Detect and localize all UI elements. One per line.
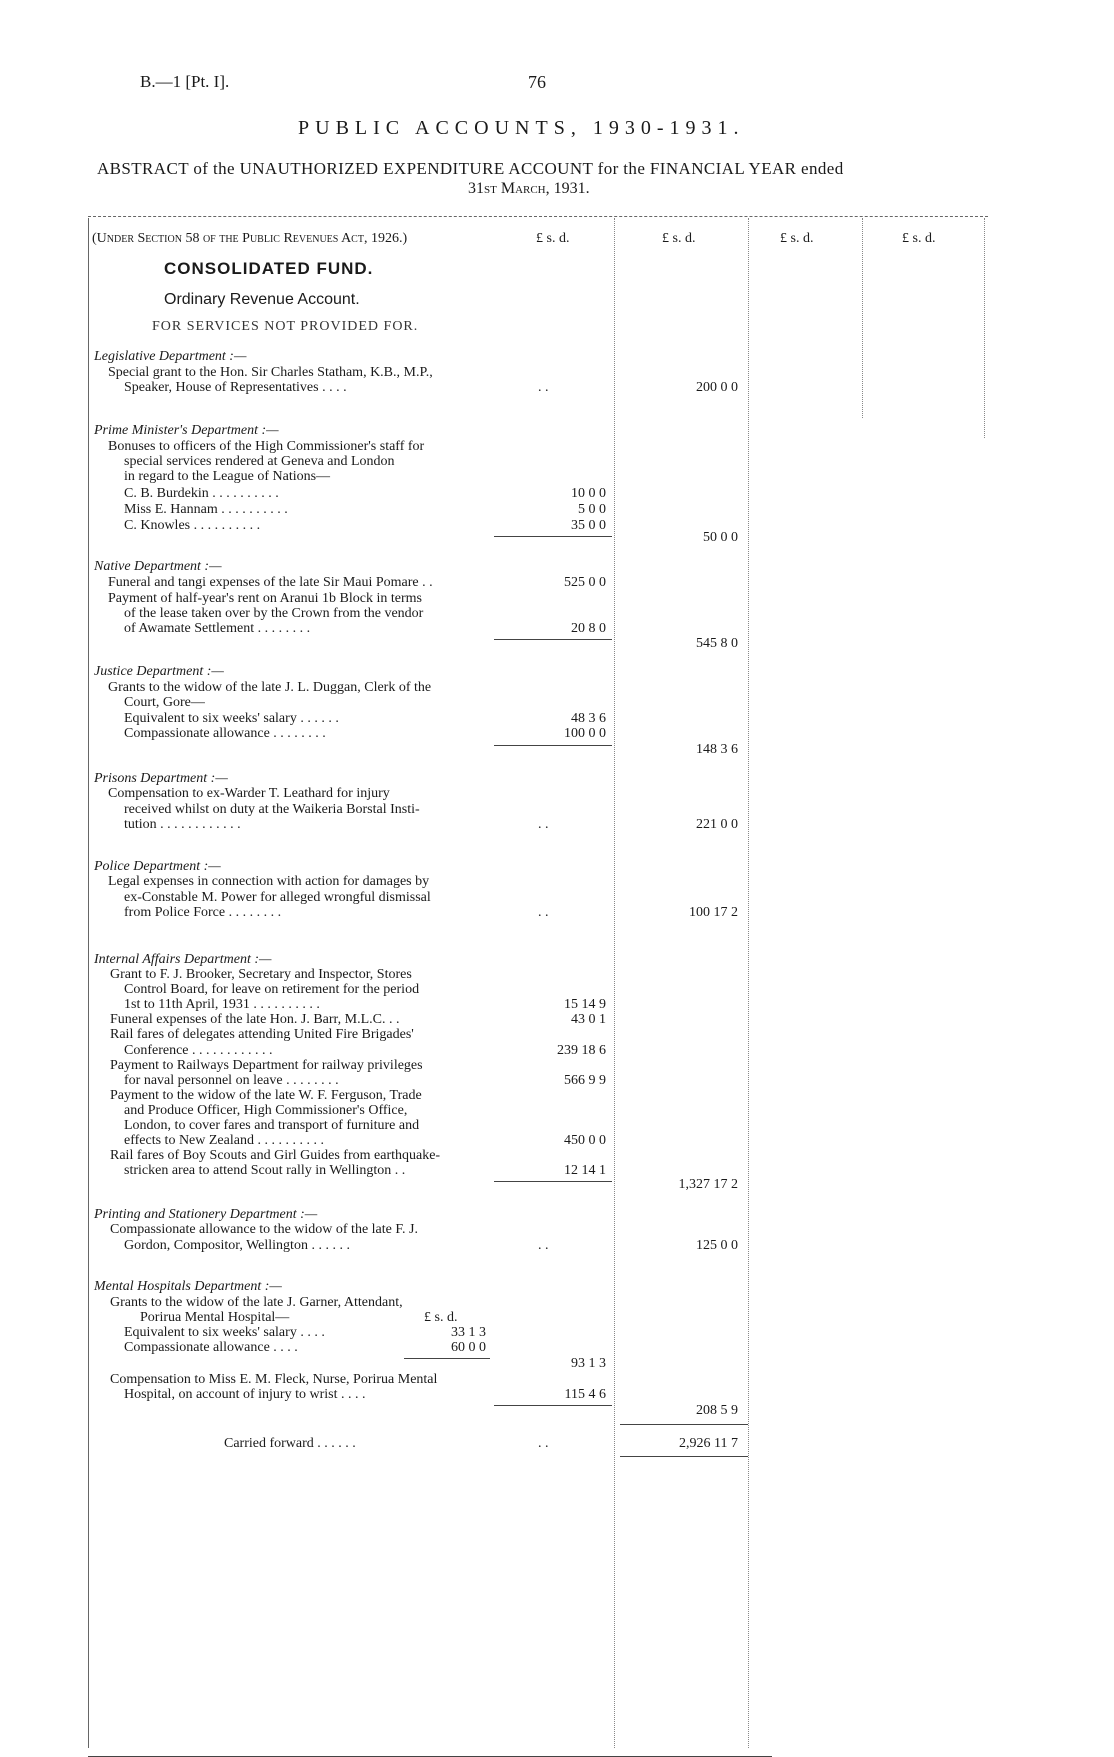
pm-item-label: C. B. Burdekin . . . . . . . . . .	[124, 486, 279, 501]
native-line: Funeral and tangi expenses of the late Sir Maui Pomare . .	[108, 575, 433, 590]
section-heading-legislative: Legislative Department :—	[94, 349, 247, 364]
internal-affairs-line: Grant to F. J. Brooker, Secretary and Inspector, Stores	[110, 967, 412, 982]
prisons-line: tution . . . . . . . . . . . .	[124, 817, 241, 832]
mental-sub-label: Compassionate allowance . . . .	[124, 1340, 298, 1355]
native-line: of the lease taken over by the Crown from the vendor	[124, 606, 424, 621]
pm-subtotal-rule	[494, 536, 612, 537]
carried-forward-top-rule	[620, 1424, 748, 1425]
internal-affairs-line: London, to cover fares and transport of furniture and	[124, 1118, 420, 1133]
native-subtotal-rule	[494, 639, 612, 640]
statute-reference: (Under Section 58 of the Public Revenues Act, 1926.)	[92, 231, 408, 246]
mental-line: Grants to the widow of the late J. Garner, Attendant,	[110, 1295, 403, 1310]
internal-affairs-amount: 566 9 9	[564, 1073, 606, 1088]
col-divider-3	[862, 218, 863, 418]
internal-affairs-line: for naval personnel on leave . . . . . . . .	[124, 1073, 339, 1088]
col-2-heading: £ s. d.	[662, 231, 696, 246]
prisons-total: 221 0 0	[696, 817, 738, 832]
internal-affairs-line: Rail fares of Boy Scouts and Girl Guides from earthquake-	[110, 1148, 441, 1163]
internal-affairs-subtotal-rule	[494, 1181, 612, 1182]
mental-sub-heading: £ s. d.	[424, 1310, 458, 1325]
justice-amount: 100 0 0	[564, 726, 606, 741]
native-line: Payment of half-year's rent on Aranui 1b Block in terms	[108, 591, 422, 606]
mental-sub-label: Equivalent to six weeks' salary . . . .	[124, 1325, 325, 1340]
carried-forward-total: 2,926 11 7	[679, 1436, 738, 1451]
purpose-heading: FOR SERVICES NOT PROVIDED FOR.	[152, 319, 419, 334]
col-1-heading: £ s. d.	[536, 231, 570, 246]
pm-item-amount: 10 0 0	[571, 486, 606, 501]
pm-line: in regard to the League of Nations—	[124, 469, 331, 484]
mental-total: 208 5 9	[696, 1403, 738, 1418]
native-line: of Awamate Settlement . . . . . . . .	[124, 621, 311, 636]
section-heading-justice: Justice Department :—	[94, 664, 224, 679]
police-line: from Police Force . . . . . . . .	[124, 905, 282, 920]
internal-affairs-line: Control Board, for leave on retirement for the period	[124, 982, 420, 997]
section-heading-police: Police Department :—	[94, 859, 221, 874]
internal-affairs-line: and Produce Officer, High Commissioner's Office,	[124, 1103, 408, 1118]
pm-item-label: C. Knowles . . . . . . . . . .	[124, 518, 261, 533]
justice-amount: 48 3 6	[571, 711, 606, 726]
native-amount: 20 8 0	[571, 621, 606, 636]
mental-sub-rule	[404, 1358, 490, 1359]
mental-sub-amount: 60 0 0	[451, 1340, 486, 1355]
section-heading-prisons: Prisons Department :—	[94, 771, 228, 786]
internal-affairs-line: effects to New Zealand . . . . . . . . . .	[124, 1133, 324, 1148]
justice-line: Compassionate allowance . . . . . . . .	[124, 726, 326, 741]
justice-subtotal-rule	[494, 745, 612, 746]
fund-title: CONSOLIDATED FUND.	[164, 259, 374, 278]
printing-total: 125 0 0	[696, 1238, 738, 1253]
printing-line: Compassionate allowance to the widow of the late F. J.	[110, 1222, 418, 1237]
section-heading-native: Native Department :—	[94, 559, 222, 574]
document-ref: B.—1 [Pt. I].	[140, 72, 230, 91]
internal-affairs-total: 1,327 17 2	[678, 1177, 738, 1192]
pm-item-amount: 5 0 0	[578, 502, 606, 517]
pm-line: Bonuses to officers of the High Commissioner's staff for	[108, 439, 425, 454]
carried-forward-bottom-rule	[620, 1456, 748, 1457]
internal-affairs-amount: 43 0 1	[571, 1012, 606, 1027]
page-number: 76	[528, 72, 546, 92]
police-line: ex-Constable M. Power for alleged wrongful dismissal	[124, 890, 431, 905]
prisons-line: received whilst on duty at the Waikeria Borstal Insti-	[124, 802, 420, 817]
justice-line: Grants to the widow of the late J. L. Duggan, Clerk of the	[108, 680, 432, 695]
internal-affairs-line: Conference . . . . . . . . . . . .	[124, 1043, 273, 1058]
internal-affairs-line: Payment to the widow of the late W. F. Ferguson, Trade	[110, 1088, 422, 1103]
col-4-heading: £ s. d.	[902, 231, 936, 246]
mental-line: Compensation to Miss E. M. Fleck, Nurse, Porirua Mental	[110, 1372, 438, 1387]
police-col1: . .	[538, 905, 549, 920]
internal-affairs-line: Funeral expenses of the late Hon. J. Barr, M.L.C. . .	[110, 1012, 400, 1027]
section-heading-mental: Mental Hospitals Department :—	[94, 1279, 282, 1294]
abstract-line-1: ABSTRACT of the UNAUTHORIZED EXPENDITURE ACCOUNT for the FINANCIAL YEAR ended	[97, 159, 844, 178]
abstract-line-2: 31st March, 1931.	[468, 180, 590, 197]
mental-subtotal-rule	[494, 1405, 612, 1406]
col-divider-2	[748, 218, 749, 1748]
col-divider-4	[984, 218, 985, 438]
col-3-heading: £ s. d.	[780, 231, 814, 246]
native-total: 545 8 0	[696, 636, 738, 651]
col-divider-1	[614, 218, 615, 1748]
native-amount: 525 0 0	[564, 575, 606, 590]
internal-affairs-line: Payment to Railways Department for railway privileges	[110, 1058, 423, 1073]
legislative-line: Speaker, House of Representatives . . . .	[124, 380, 347, 395]
account-title: Ordinary Revenue Account.	[164, 291, 360, 308]
section-heading-prime-minister: Prime Minister's Department :—	[94, 423, 279, 438]
table-top-rule	[88, 216, 988, 217]
pm-item-amount: 35 0 0	[571, 518, 606, 533]
police-line: Legal expenses in connection with action for damages by	[108, 874, 430, 889]
mental-amount: 115 4 6	[564, 1387, 606, 1402]
internal-affairs-amount: 15 14 9	[564, 997, 606, 1012]
mental-line: Hospital, on account of injury to wrist . . . .	[124, 1387, 366, 1402]
pm-total: 50 0 0	[703, 530, 738, 545]
legislative-line: Special grant to the Hon. Sir Charles Statham, K.B., M.P.,	[108, 365, 433, 380]
justice-line: Court, Gore—	[124, 695, 205, 710]
printing-col1: . .	[538, 1238, 549, 1253]
internal-affairs-line: 1st to 11th April, 1931 . . . . . . . . . .	[124, 997, 320, 1012]
pm-item-label: Miss E. Hannam . . . . . . . . . .	[124, 502, 288, 517]
section-heading-printing: Printing and Stationery Department :—	[94, 1207, 318, 1222]
mental-sub-amount: 33 1 3	[451, 1325, 486, 1340]
mental-line: Porirua Mental Hospital—	[140, 1310, 290, 1325]
justice-line: Equivalent to six weeks' salary . . . . . .	[124, 711, 339, 726]
pm-line: special services rendered at Geneva and London	[124, 454, 395, 469]
internal-affairs-amount: 239 18 6	[557, 1043, 606, 1058]
page-title: PUBLIC ACCOUNTS, 1930-1931.	[298, 117, 745, 139]
legislative-col1: . .	[538, 380, 549, 395]
table-left-rule	[88, 218, 89, 1748]
section-heading-internal-affairs: Internal Affairs Department :—	[94, 952, 272, 967]
printing-line: Gordon, Compositor, Wellington . . . . . .	[124, 1238, 350, 1253]
prisons-line: Compensation to ex-Warder T. Leathard for injury	[108, 786, 390, 801]
mental-amount: 93 1 3	[571, 1356, 606, 1371]
internal-affairs-amount: 12 14 1	[564, 1163, 606, 1178]
carried-forward-label: Carried forward . . . . . .	[224, 1436, 356, 1451]
legislative-total: 200 0 0	[696, 380, 738, 395]
internal-affairs-line: Rail fares of delegates attending United Fire Brigades'	[110, 1027, 414, 1042]
justice-total: 148 3 6	[696, 742, 738, 757]
prisons-col1: . .	[538, 817, 549, 832]
police-total: 100 17 2	[689, 905, 738, 920]
carried-forward-col1: . .	[538, 1436, 549, 1451]
internal-affairs-line: stricken area to attend Scout rally in Wellington . .	[124, 1163, 406, 1178]
internal-affairs-amount: 450 0 0	[564, 1133, 606, 1148]
